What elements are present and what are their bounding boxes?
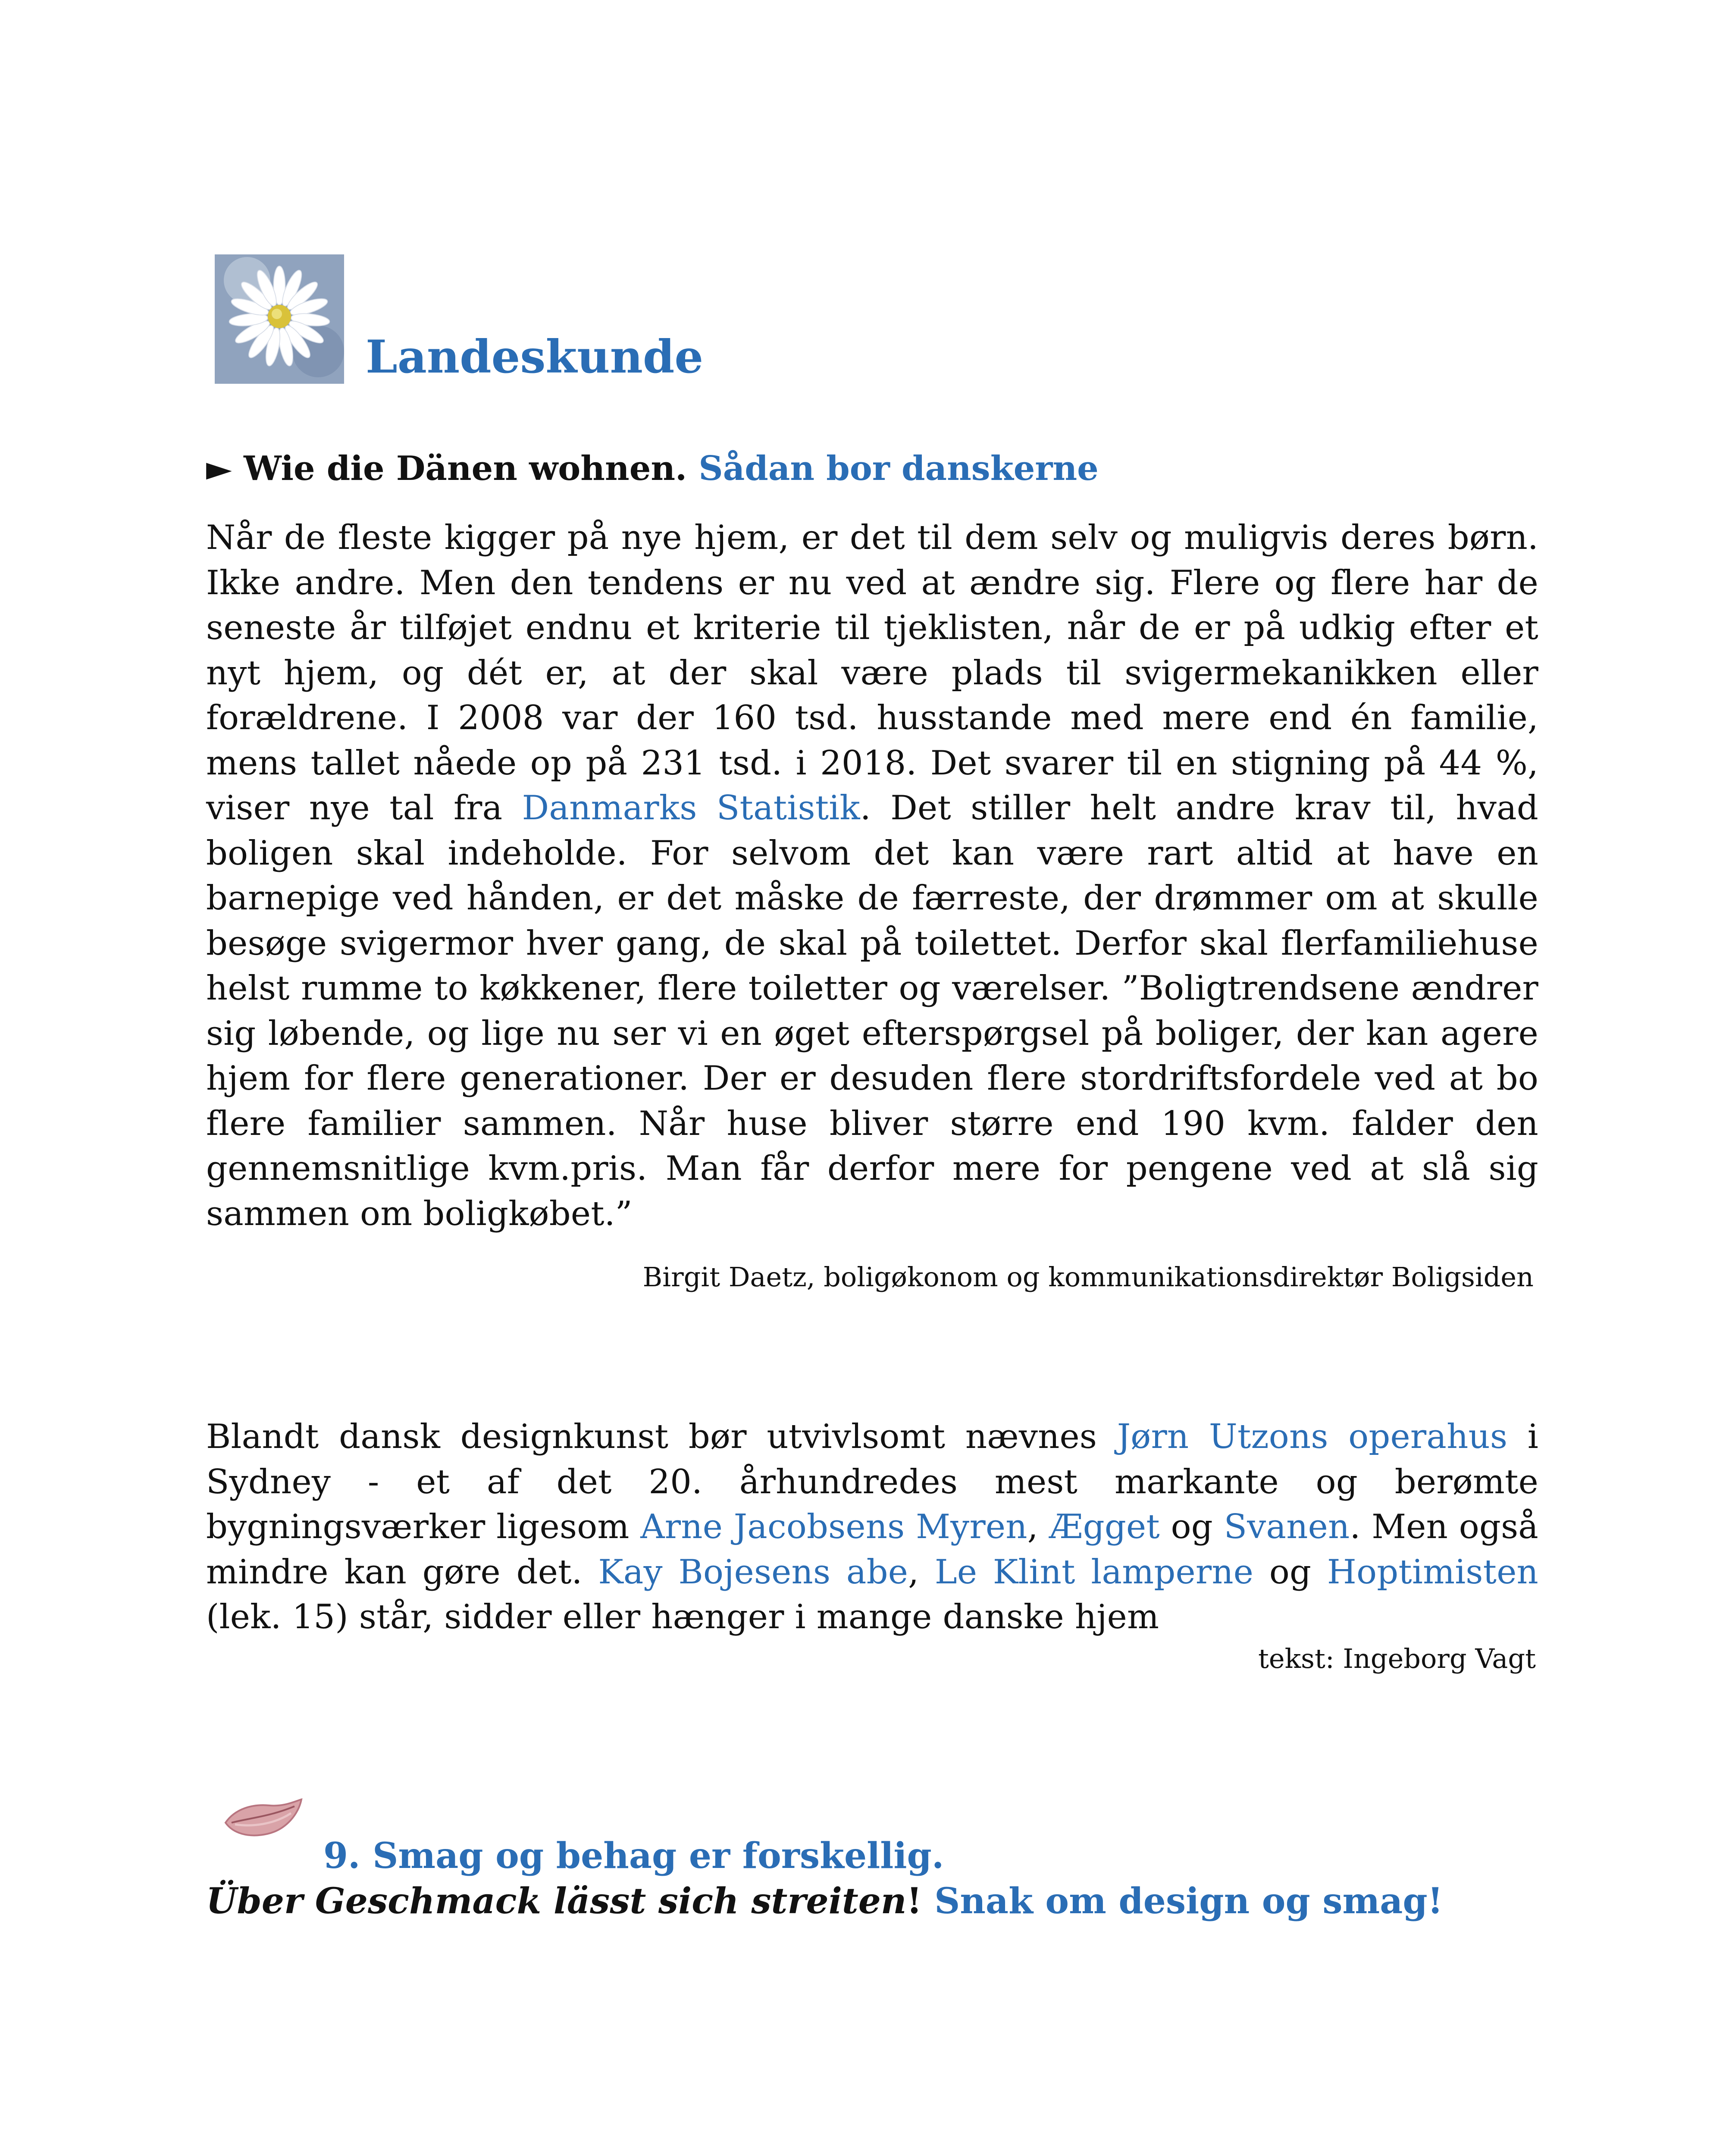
task-heading: 9. Smag og behag er forskellig. — [323, 1835, 944, 1877]
paragraph-text: (lek. 15) står, sidder eller hænger i mange danske hjem — [206, 1598, 1159, 1636]
task-exclamation: ! — [906, 1880, 922, 1922]
daisy-flower-icon — [215, 254, 344, 384]
paragraph-text: . Men også mindre kan gøre det. — [206, 1507, 1538, 1592]
text-credit: tekst: Ingeborg Vagt — [1258, 1643, 1536, 1674]
section-title: Landeskunde — [366, 330, 704, 383]
paragraph-text: og — [1253, 1552, 1327, 1592]
paragraph-text: Blandt dansk designkunst bør utvivlsomt nævnes — [206, 1417, 1117, 1456]
task-german: Über Geschmack lässt sich streiten — [206, 1880, 907, 1922]
paragraph-text: . Det stiller helt andre krav til, hvad boligen skal indeholde. For selvom det kan være rart altid at have en barnepige ved hånden, er det måske de færreste, der drømmer om at skulle besøge svigermor hver gang, de skal på toilettet. Derfor skal flerfamiliehuse helst rumme to køkkener, flere toiletter og værelser. ”Boligtrendsene ændrer sig løbende, og lige nu ser vi en øget efterspørgsel på boliger, der kan agere hjem for flere generationer. Der er desuden flere stordriftsfordele ved at bo flere familier sammen. Når huse bliver større end 190 kvm. falder den gennemsnitlige kvm.pris. Man får derfor mere for pengene ved at slå sig sammen om boligkøbet.” — [206, 789, 1538, 1233]
design-paragraph — [206, 1414, 1538, 1640]
article-subheading — [206, 448, 1099, 489]
article-paragraph — [206, 515, 1538, 1236]
paragraph-text: , — [908, 1552, 935, 1592]
task-danish: Snak om design og smag! — [922, 1880, 1443, 1922]
link-utzon-operahus[interactable]: Jørn Utzons operahus — [1117, 1417, 1508, 1456]
link-myren[interactable]: Arne Jacobsens Myren — [640, 1507, 1027, 1546]
link-le-klint[interactable]: Le Klint lamperne — [934, 1552, 1254, 1592]
link-kay-bojesen-abe[interactable]: Kay Bojesens abe — [598, 1552, 908, 1592]
subheading-german: Wie die Dänen wohnen. — [244, 449, 687, 488]
paragraph-text: , — [1027, 1507, 1049, 1546]
paragraph-text: og — [1159, 1507, 1224, 1546]
paragraph-text: Når de fleste kigger på nye hjem, er det til dem selv og muligvis deres børn. Ikke andre. Men den tendens er nu ved at ændre sig. Flere og flere har de seneste år tilføjet endnu et kriterie til tjeklisten, når de er på udkig efter et nyt hjem, og dét er, at der skal være plads til svigermekanikken eller forældrene. I 2008 var der 160 tsd. husstande med mere end én familie, mens tallet nåede op på 231 tsd. i 2018. Det svarer til en stigning på 44 %, viser nye tal fra — [206, 518, 1538, 827]
link-hoptimisten[interactable]: Hoptimisten — [1327, 1552, 1538, 1592]
link-aegget[interactable]: Ægget — [1049, 1507, 1160, 1546]
paragraph-text: i Sydney - et af det 20. århundredes mest markante og berømte bygningsværker ligesom — [206, 1417, 1538, 1546]
task-subheading — [206, 1880, 1443, 1922]
link-danmarks-statistik[interactable]: Danmarks Statistik — [522, 789, 860, 827]
lips-icon — [222, 1796, 304, 1843]
arrow-marker: ► — [206, 449, 232, 488]
subheading-danish: Sådan bor danskerne — [698, 449, 1099, 488]
link-svanen[interactable]: Svanen — [1224, 1507, 1350, 1546]
quote-attribution: Birgit Daetz, boligøkonom og kommunikationsdirektør Boligsiden — [642, 1261, 1534, 1293]
